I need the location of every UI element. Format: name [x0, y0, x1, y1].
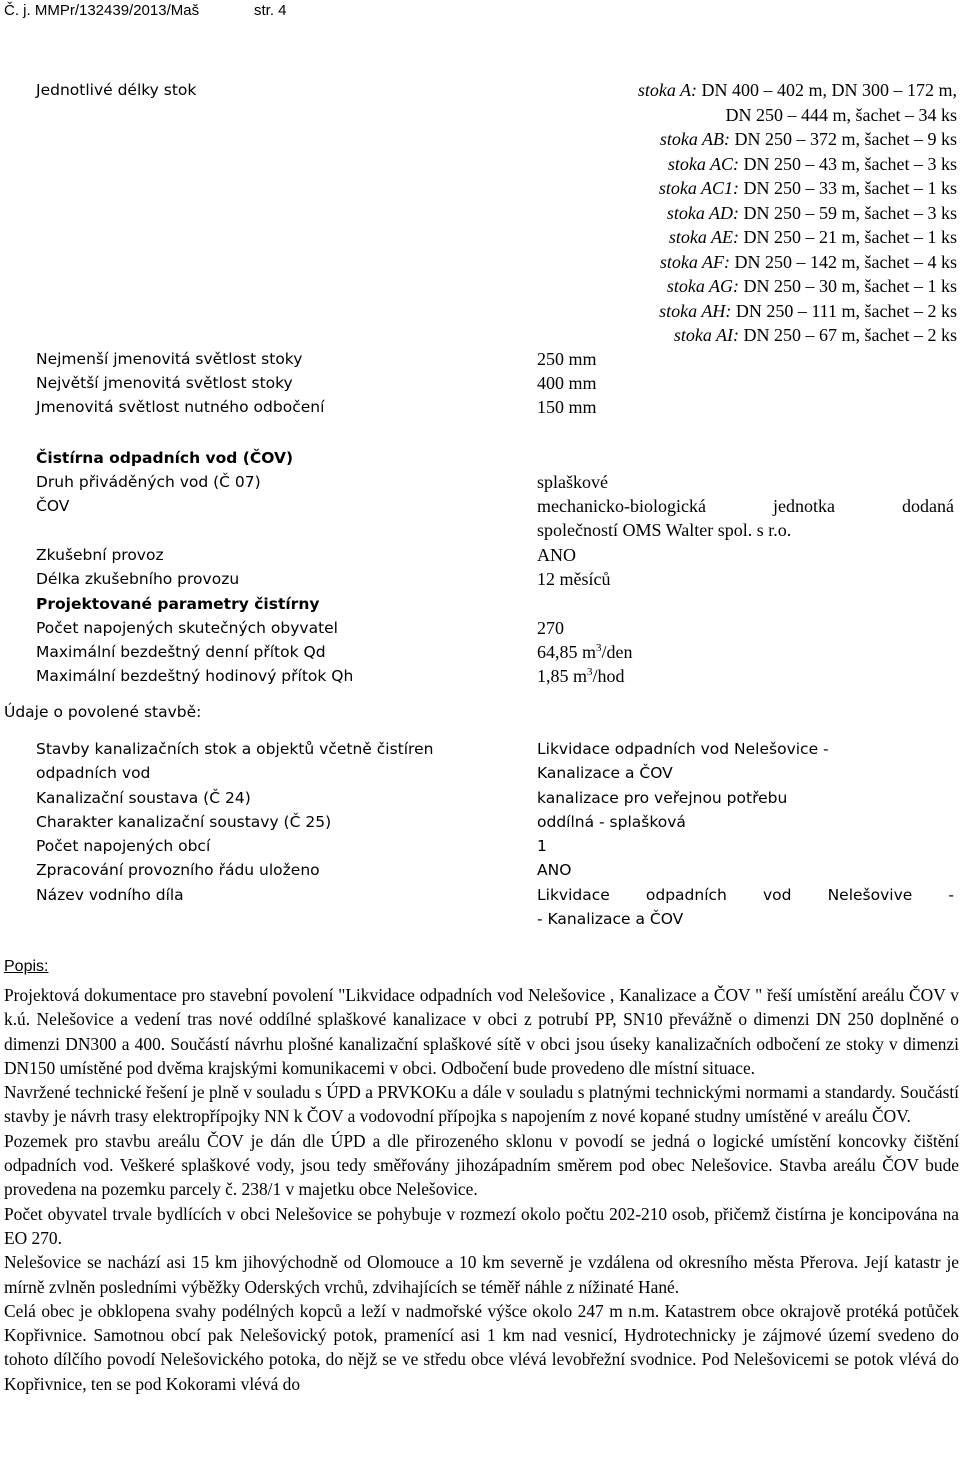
cov-value-line1: mechanicko-biologická jednotka dodaná: [537, 496, 954, 516]
stoka-detail: DN 250 – 444 m, šachet – 34 ks: [725, 104, 957, 125]
qh-value: 1,85 $m^3$/hod: [537, 666, 625, 686]
svetlost-odboceni-label: Jmenovitá světlost nutného odbočení: [36, 398, 325, 416]
pocet-obci-value: 1: [537, 837, 547, 855]
provozni-rad-label: Zpracování provozního řádu uloženo: [36, 861, 320, 879]
stoka-name: stoka AC:: [667, 153, 740, 174]
stoka-detail: DN 400 – 402 m, DN 300 – 172 m,: [697, 80, 957, 100]
nazev-dila-label: Název vodního díla: [36, 886, 184, 904]
stoka-line: [537, 250, 957, 275]
stoka-detail: DN 250 – 30 m, šachet – 1 ks: [739, 276, 957, 296]
popis-paragraph: Navržené technické řešení je plně v souladu s ÚPD a PRVKOKu a dále v souladu s platnými technickými normami a standardy. Součástí stavby je návrh trasy elektropřípojky NN k ČOV a vodovodní přípojka s napojením z nové kopané studny umístěné v areálu ČOV.: [4, 1082, 959, 1127]
druh-vod-label: Druh přiváděných vod (Č 07): [36, 473, 261, 491]
provozni-rad-value: ANO: [537, 861, 572, 879]
stoka-name: stoka AF:: [659, 251, 731, 272]
stavby-label-line1: Stavby kanalizačních stok a objektů včetně čistíren: [36, 740, 434, 758]
soustava-value: kanalizace pro veřejnou potřebu: [537, 789, 788, 807]
stoka-detail: DN 250 – 59 m, šachet – 3 ks: [739, 202, 957, 223]
popis-paragraph: Počet obyvatel trvale bydlících v obci Nelešovice se pohybuje v rozmezí okolo počtu 202-210 osob, přičemž čistírna je koncipována na EO 270.: [4, 1203, 959, 1248]
svetlost-min-label: Nejmenší jmenovitá světlost stoky: [36, 350, 303, 368]
delka-provozu-value: 12 měsíců: [537, 569, 611, 589]
cov-value-line2: společností OMS Walter spol. s r.o.: [537, 520, 792, 540]
stoka-detail: DN 250 – 372 m, šachet – 9 ks: [730, 129, 957, 149]
zkusebni-provoz-value: ANO: [537, 545, 576, 565]
delka-provozu-label: Délka zkušebního provozu: [36, 570, 240, 588]
stoka-name: stoka AD:: [666, 202, 740, 223]
soustava-label: Kanalizační soustava (Č 24): [36, 789, 251, 807]
svetlost-odboceni-value: 150 mm: [537, 397, 597, 417]
popis-paragraph: Projektová dokumentace pro stavební povolení "Likvidace odpadních vod Nelešovice , Kanalizace a ČOV " řeší umístění areálu ČOV v k.ú. Nelešovice a vedení tras nové oddílné splaškové kanalizace v obci z potrubí PP, SN10 převážně o dimenzi DN 250 doplněné o dimenzi DN300 a 400. Součástí návrhu plošné kanalizační splaškové sítě v obci jsou úseky kanalizačních odbočení ze stoky v dimenzi DN150 umístěné pod dvěma krajskými komunikacemi v obci. Odbočení bude provedeno dle místní situace.: [4, 985, 959, 1078]
cov-label: ČOV: [36, 497, 70, 515]
stoka-line: [537, 323, 957, 348]
popis-title: Popis:: [4, 958, 49, 975]
cov-heading: Čistírna odpadních vod (ČOV): [36, 449, 294, 467]
svetlost-min-value: 250 mm: [537, 349, 597, 369]
charakter-value: oddílná - splašková: [537, 813, 686, 831]
parametry-heading: Projektované parametry čistírny: [36, 595, 320, 613]
popis-text: [4, 983, 959, 1396]
stoky-list: [537, 78, 957, 348]
stoka-detail: DN 250 – 33 m, šachet – 1 ks: [739, 178, 957, 198]
nazev-dila-value-line1: Likvidace odpadních vod Nelešovive -: [537, 886, 954, 904]
druh-vod-value: splaškové: [537, 472, 608, 492]
qd-value: 64,85 $m^3$/den: [537, 642, 633, 662]
stoka-line: [537, 299, 957, 324]
stoka-line: [537, 78, 957, 103]
pocet-obci-label: Počet napojených obcí: [36, 837, 211, 855]
stoka-line: [537, 152, 957, 177]
stoka-name: stoka AG:: [666, 276, 740, 296]
qh-label: Maximální bezdeštný hodinový přítok Qh: [36, 667, 354, 685]
stoka-name: stoka AC1:: [658, 178, 740, 198]
stoka-detail: DN 250 – 21 m, šachet – 1 ks: [739, 227, 957, 247]
stavby-value-line1: Likvidace odpadních vod Nelešovice -: [537, 740, 829, 758]
stoka-line: [537, 274, 957, 299]
stoka-name: stoka AB:: [659, 129, 731, 149]
popis-paragraph: Celá obec je obklopena svahy podélných kopců a leží v nadmořské výšce okolo 247 m n.m. Katastrem obce okrajově protéká potůček Kopřivnice. Samotnou obcí pak Nelešovický potok, pramenící asi 1 km nad vesnicí, Hydrotechnicky je zájmové území svedeno do tohoto dílčího povodí Nelešovického potoka, do nějž se ve středu obce vlévá levobřežní svodnice. Pod Nelešovicemi se potok vlévá do Kopřivnice, ten se pod Kokorami vlévá do: [4, 1300, 959, 1394]
stoka-detail: DN 250 – 111 m, šachet – 2 ks: [731, 300, 957, 321]
qd-label: Maximální bezdeštný denní přítok Qd: [36, 643, 326, 661]
popis-paragraph: Nelešovice se nachází asi 15 km jihovýchodně od Olomouce a 10 km severně je vzdálena od okresního města Přerova. Její katastr je mírně zvlněn posledními výběžky Oderských vrchů, zdvihajících se téměř náhle z nížinaté Hané.: [4, 1252, 959, 1297]
stoka-name: stoka AH:: [659, 300, 732, 321]
popis-paragraph: Pozemek pro stavbu areálu ČOV je dán dle ÚPD a dle přirozeného sklonu v povodí se jedná o logické umístění koncovky čištění odpadních vod. Veškeré splaškové vody, jsou tedy směřovány jihozápadním směrem pod obec Nelešovice. Stavba areálu ČOV bude provedena na pozemku parcely č. 238/1 v majetku obce Nelešovice.: [4, 1130, 959, 1200]
stoky-label: Jednotlivé délky stok: [36, 81, 197, 99]
stoka-name: stoka AE:: [668, 227, 740, 247]
obyvatel-value: 270: [537, 618, 564, 638]
stoka-line: [537, 127, 957, 152]
page-number: str. 4: [254, 2, 287, 19]
stoka-detail: DN 250 – 142 m, šachet – 4 ks: [730, 251, 957, 272]
charakter-label: Charakter kanalizační soustavy (Č 25): [36, 813, 332, 831]
stoka-detail: DN 250 – 67 m, šachet – 2 ks: [739, 325, 957, 345]
stoka-line: [537, 201, 957, 226]
document-reference: Č. j. MMPr/132439/2013/Maš: [4, 2, 200, 19]
stoka-line: [537, 103, 957, 128]
svetlost-max-value: 400 mm: [537, 373, 597, 393]
zkusebni-provoz-label: Zkušební provoz: [36, 546, 164, 564]
nazev-dila-value-line2: - Kanalizace a ČOV: [537, 910, 684, 928]
stavba-heading: Údaje o povolené stavbě:: [4, 703, 202, 721]
svetlost-max-label: Největší jmenovitá světlost stoky: [36, 374, 293, 392]
stoka-line: [537, 176, 957, 201]
obyvatel-label: Počet napojených skutečných obyvatel: [36, 619, 338, 637]
stavby-value-line2: Kanalizace a ČOV: [537, 764, 673, 782]
stoka-line: [537, 225, 957, 250]
stoka-name: stoka AI:: [673, 325, 740, 345]
stoka-detail: DN 250 – 43 m, šachet – 3 ks: [739, 153, 957, 174]
stoka-name: stoka A:: [637, 80, 697, 100]
stavby-label-line2: odpadních vod: [36, 764, 151, 782]
